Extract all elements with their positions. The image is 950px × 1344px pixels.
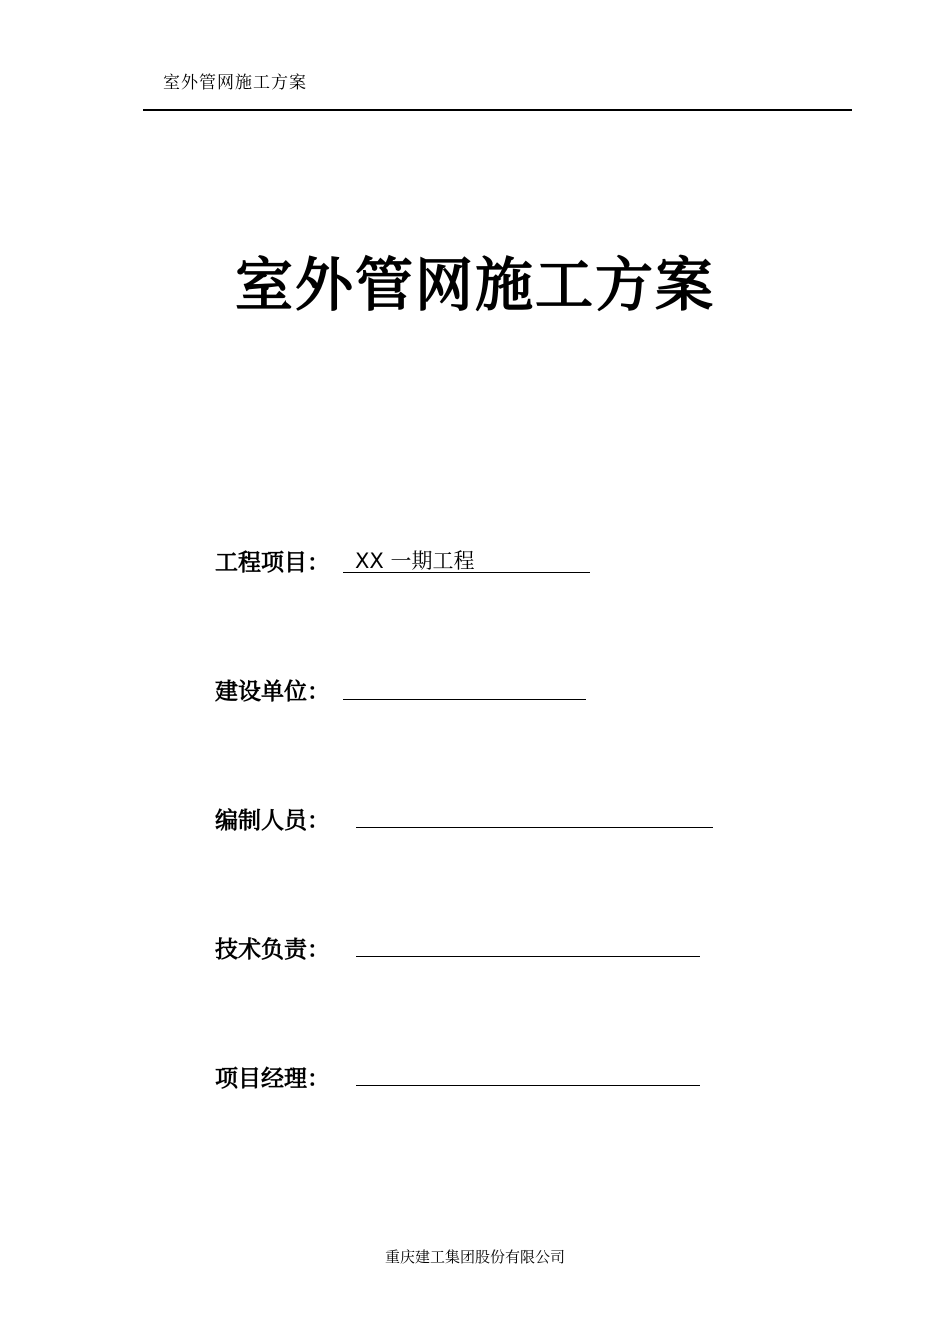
company-footer: 重庆建工集团股份有限公司 <box>384 1248 565 1266</box>
field-author <box>215 800 330 836</box>
field-manager <box>215 1058 330 1094</box>
field-underline-tech-lead <box>356 956 700 957</box>
field-value-project: XX 一期工程 <box>355 549 475 573</box>
field-project <box>215 542 330 578</box>
field-tech-lead <box>215 929 330 965</box>
field-label-tech-lead: 技术负责： <box>215 937 330 963</box>
field-label-client: 建设单位： <box>215 679 330 705</box>
field-client <box>215 671 330 707</box>
header-divider <box>143 109 852 111</box>
field-label-author: 编制人员： <box>215 808 330 834</box>
document-title: 室外管网施工方案 <box>234 251 715 319</box>
field-label-project: 工程项目： <box>215 550 330 576</box>
running-header: 室外管网施工方案 <box>163 73 307 93</box>
field-underline-author <box>356 827 713 828</box>
field-label-manager: 项目经理： <box>215 1066 330 1092</box>
field-underline-client <box>343 699 586 700</box>
field-underline-project <box>343 572 590 573</box>
field-underline-manager <box>356 1085 700 1086</box>
